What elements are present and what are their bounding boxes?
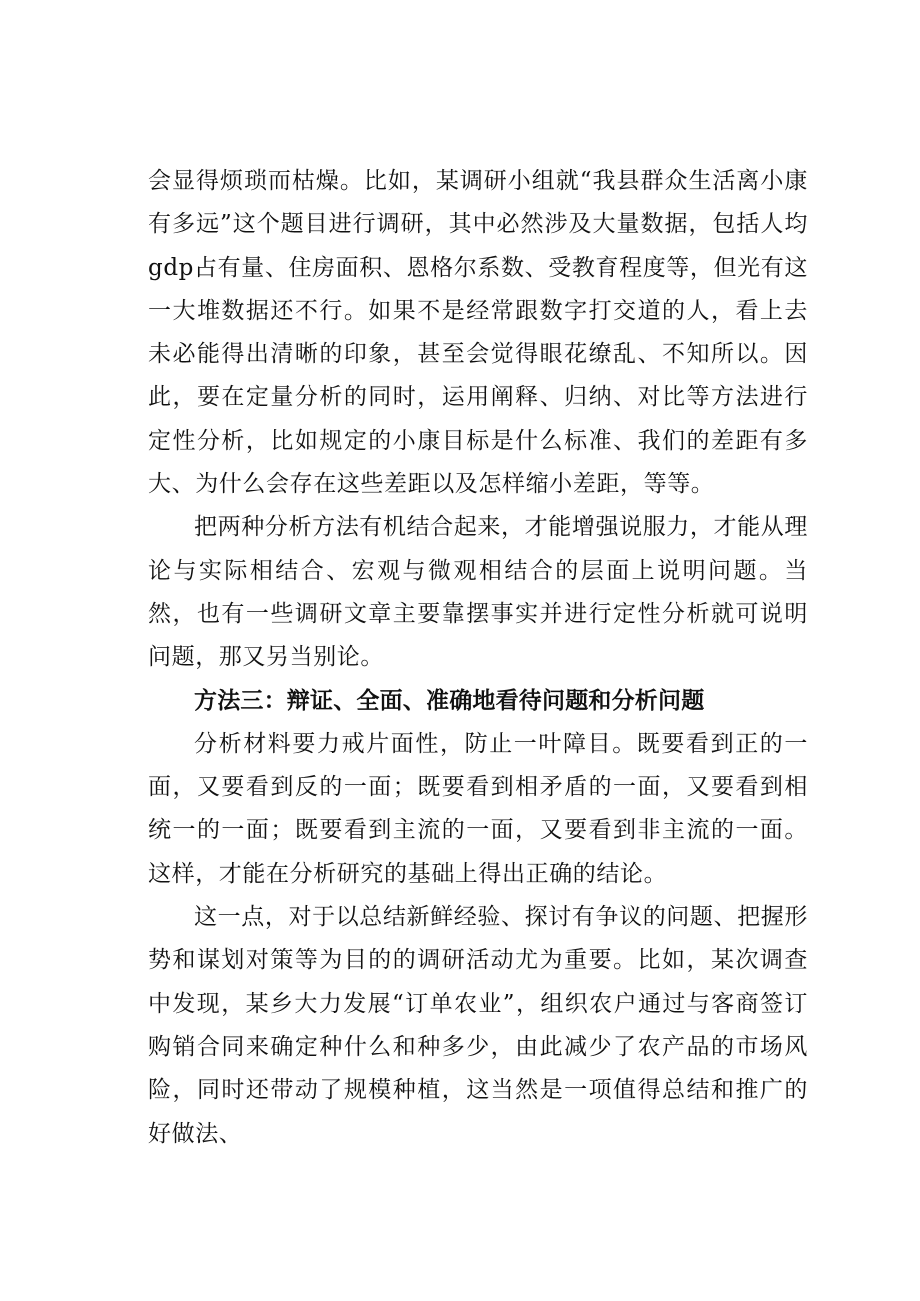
paragraph-2: 把两种分析方法有机结合起来，才能增强说服力，才能从理论与实际相结合、宏观与微观相结合的层面上说明问题。当然，也有一些调研文章主要靠摆事实并进行定性分析就可说明问题，那又另当别论。: [148, 514, 808, 671]
paragraph-4: 这一点，对于以总结新鲜经验、探讨有争议的问题、把握形势和谋划对策等为目的的调研活动尤为重要。比如，某次调查中发现，某乡大力发展“订单农业”，组织农户通过与客商签订购销合同来确定种什么和种多少，由此减少了农产品的市场风险，同时还带动了规模种植，这当然是一项值得总结和推广的好做法、: [148, 904, 808, 1147]
paragraph-3: 分析材料要力戒片面性，防止一叶障目。既要看到正的一面，又要看到反的一面；既要看到相矛盾的一面，又要看到相统一的一面；既要看到主流的一面，又要看到非主流的一面。这样，才能在分析研究的基础上得出正确的结论。: [148, 730, 808, 887]
section-heading-method-three: 方法三：辩证、全面、准确地看待问题和分析问题: [194, 687, 705, 714]
paragraph-1: 会显得烦琐而枯燥。比如，某调研小组就“我县群众生活离小康有多远”这个题目进行调研，其中必然涉及大量数据，包括人均gdp占有量、住房面积、恩格尔系数、受教育程度等，但光有这一大堆数据还不行。如果不是经常跟数字打交道的人，看上去未必能得出清晰的印象，甚至会觉得眼花缭乱、不知所以。因此，要在定量分析的同时，运用阐释、归纳、对比等方法进行定性分析，比如规定的小康目标是什么标准、我们的差距有多大、为什么会存在这些差距以及怎样缩小差距，等等。: [148, 168, 808, 498]
document-body: [148, 160, 808, 1156]
